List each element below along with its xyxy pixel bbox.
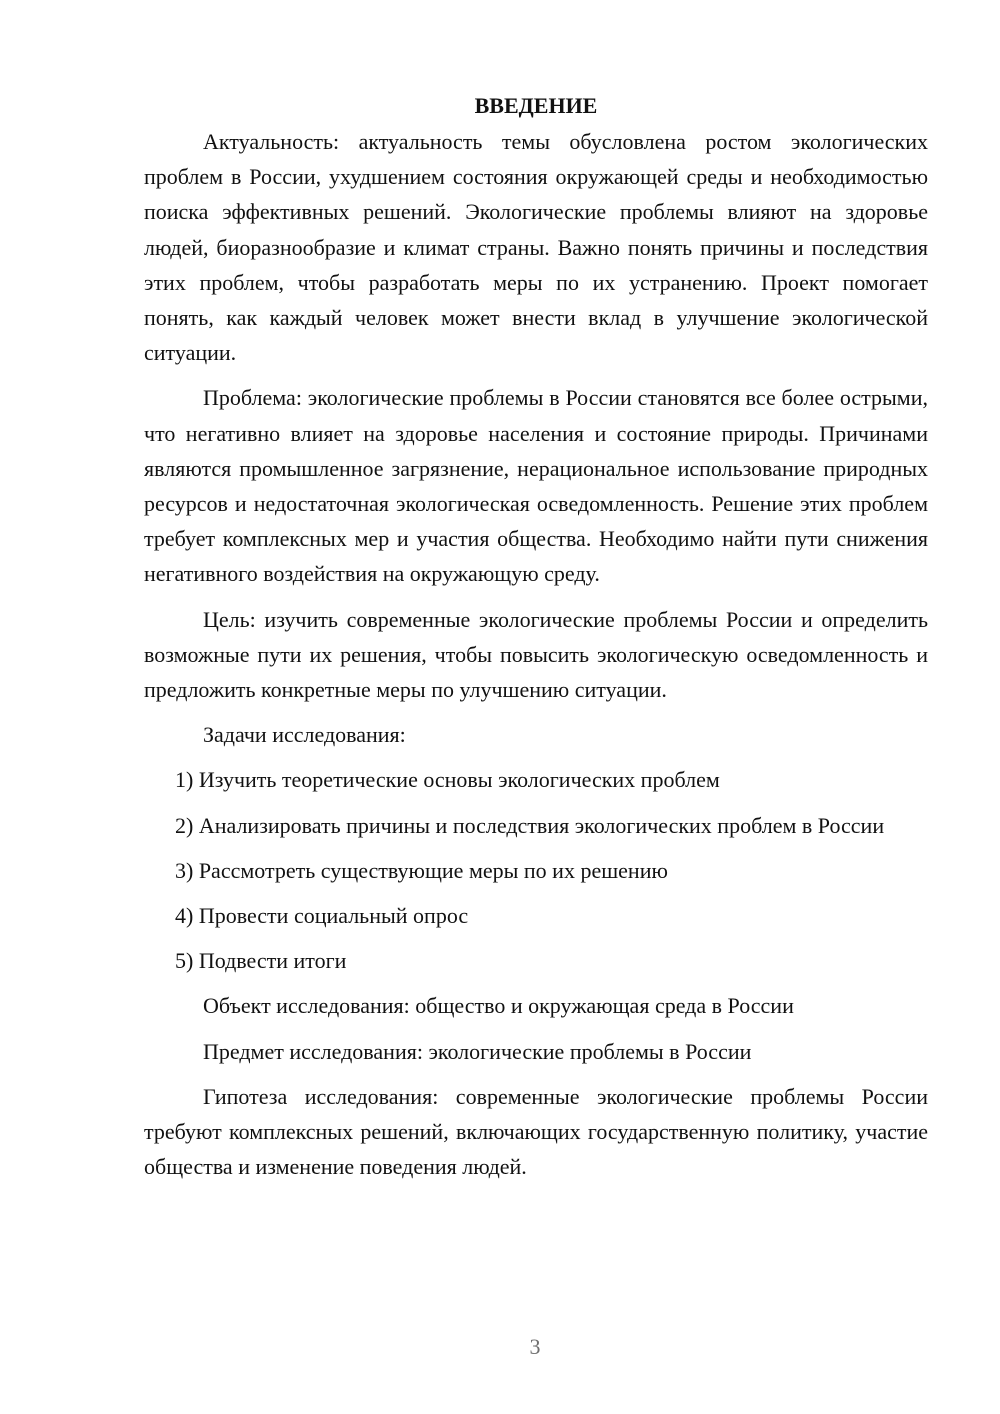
task-item-3: 3) Рассмотреть существующие меры по их решению [175,857,668,883]
paragraph-relevance: Актуальность: актуальность темы обусловлена ростом экологических проблем в России, ухудшением состояния окружающей среды и необходимостью поиска эффективных решений. Экологические проблемы влияют на здоровье людей, биоразнообразие и климат страны. Важно понять причины и последствия этих проблем, чтобы разработать меры по их устранению. Проект помогает понять, как каждый человек может внести вклад в улучшение экологической ситуации. [144,129,928,366]
task-item-4: 4) Провести социальный опрос [175,903,469,929]
paragraph-goal: Цель: изучить современные экологические проблемы России и определить возможные пути их решения, чтобы повысить экологическую осведомленность и предложить конкретные меры по улучшению ситуации. [144,606,928,703]
tasks-heading: Задачи исследования: [203,722,406,748]
paragraph-problem: Проблема: экологические проблемы в России становятся все более острыми, что негативно влияет на здоровье населения и состояние природы. Причинами являются промышленное загрязнение, нерациональное использование природных ресурсов и недостаточная экологическая осведомленность. Решение этих проблем требует комплексных мер и участия общества. Необходимо найти пути снижения негативного воздействия на окружающую среду. [144,385,928,587]
task-item-2: 2) Анализировать причины и последствия экологических проблем в России [175,812,885,838]
paragraph-hypothesis: Гипотеза исследования: современные экологические проблемы России требуют комплексных решений, включающих государственную политику, участие общества и изменение поведения людей. [144,1083,928,1180]
page-title: ВВЕДЕНИЕ [474,93,598,118]
task-item-5: 5) Подвести итоги [175,948,347,974]
paragraph-subject: Предмет исследования: экологические проблемы в России [203,1038,752,1064]
page-number: 3 [529,1334,541,1359]
task-item-1: 1) Изучить теоретические основы экологических проблем [175,767,720,793]
paragraph-object: Объект исследования: общество и окружающая среда в России [203,993,794,1019]
document-page [144,88,928,1194]
